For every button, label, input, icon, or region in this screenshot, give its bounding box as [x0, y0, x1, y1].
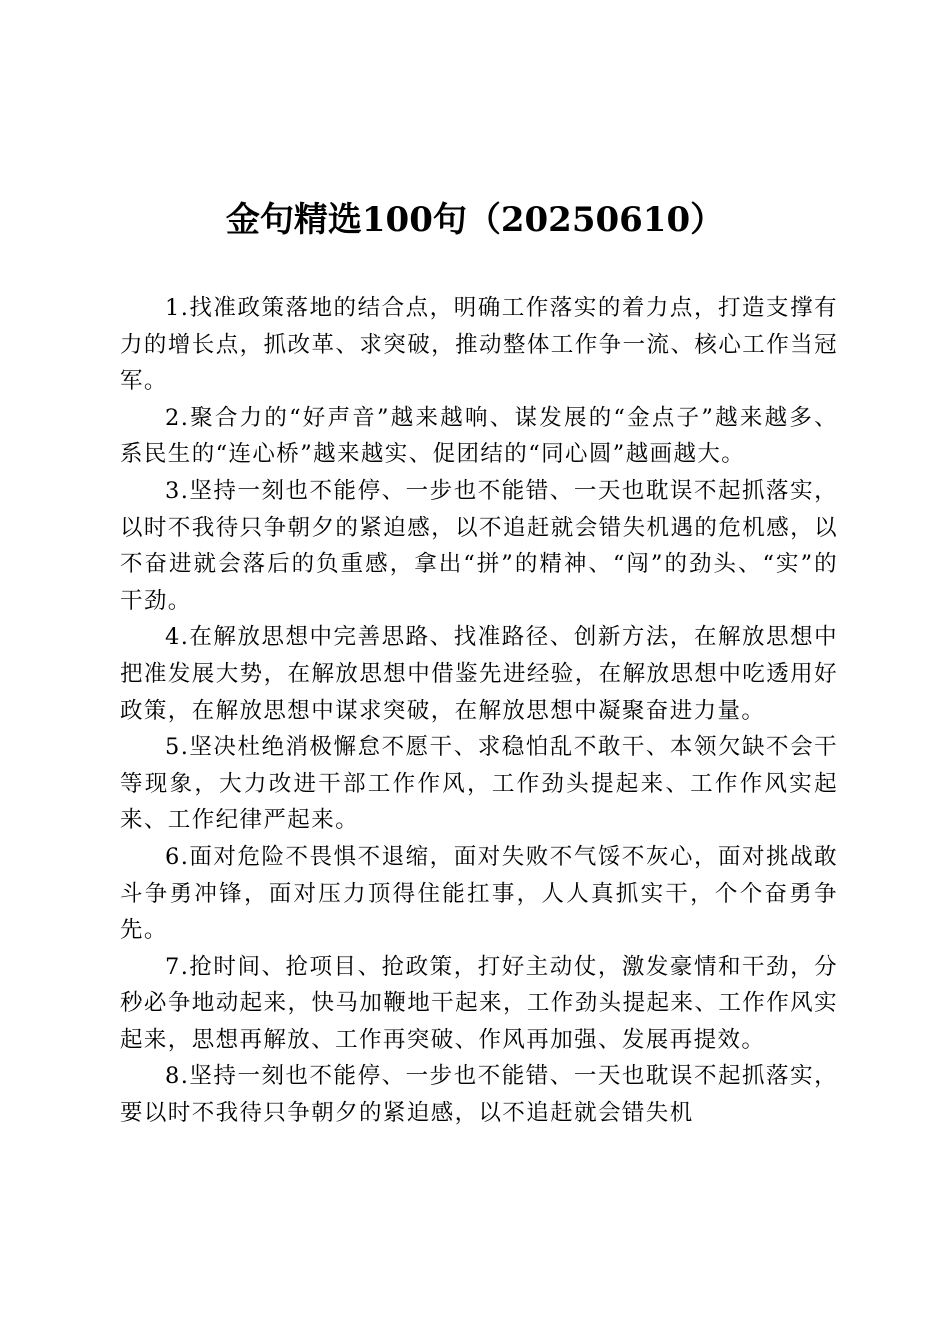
document-body [120, 290, 838, 1132]
paragraph-5: 5.坚决杜绝消极懈怠不愿干、求稳怕乱不敢干、本领欠缺不会干等现象，大力改进干部工作作风，工作劲头提起来、工作作风实起来、工作纪律严起来。 [120, 734, 838, 834]
document-title: 金句精选100句（20250610） [225, 200, 725, 240]
paragraph-7: 7.抢时间、抢项目、抢政策，打好主动仗，激发豪情和干劲，分秒必争地动起来，快马加鞭地干起来，工作劲头提起来、工作作风实起来，思想再解放、工作再突破、作风再加强、发展再提效。 [120, 953, 838, 1053]
paragraph-1: 1.找准政策落地的结合点，明确工作落实的着力点，打造支撑有力的增长点，抓改革、求突破，推动整体工作争一流、核心工作当冠军。 [120, 295, 838, 395]
paragraph-6: 6.面对危险不畏惧不退缩，面对失败不气馁不灰心，面对挑战敢斗争勇冲锋，面对压力顶得住能扛事，人人真抓实干，个个奋勇争先。 [120, 843, 838, 944]
paragraph-2: 2.聚合力的“好声音”越来越响、谋发展的“金点子”越来越多、系民生的“连心桥”越来越实、促团结的“同心圆”越画越大。 [120, 404, 838, 468]
paragraph-3: 3.坚持一刻也不能停、一步也不能错、一天也耽误不起抓落实，以时不我待只争朝夕的紧迫感，以不追赶就会错失机遇的危机感，以不奋进就会落后的负重感，拿出“拼”的精神、“闯”的劲头、“实”的干劲。 [120, 477, 838, 614]
paragraph-4: 4.在解放思想中完善思路、找准路径、创新方法，在解放思想中把准发展大势，在解放思想中借鉴先进经验，在解放思想中吃透用好政策，在解放思想中谋求突破，在解放思想中凝聚奋进力量。 [120, 624, 838, 724]
paragraph-8: 8.坚持一刻也不能停、一步也不能错、一天也耽误不起抓落实，要以时不我待只争朝夕的紧迫感，以不追赶就会错失机 [120, 1063, 838, 1127]
